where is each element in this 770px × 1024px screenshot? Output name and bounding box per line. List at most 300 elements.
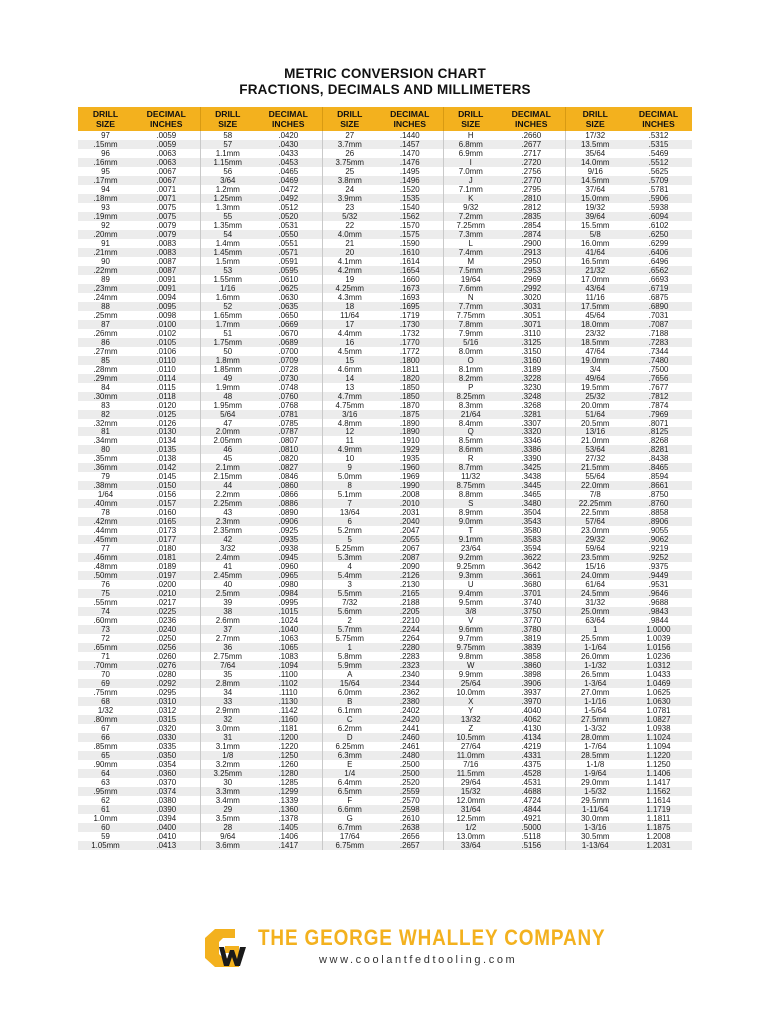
- decimal-inches-cell: .2210: [399, 616, 420, 626]
- drill-size-cell: 2.05mm: [200, 436, 255, 445]
- decimal-inches-cell: .1406: [278, 831, 299, 841]
- decimal-inches-cell: 1.1875: [625, 823, 692, 832]
- drill-size-cell: .26mm: [93, 328, 118, 338]
- decimal-inches-cell: .0087: [133, 266, 200, 275]
- decimal-inches-cell: .0189: [156, 562, 177, 572]
- decimal-inches-cell: .1024: [278, 616, 299, 626]
- decimal-inches-cell: .6250: [625, 230, 692, 239]
- drill-size-cell: 5.25mm: [322, 544, 377, 553]
- drill-size-cell: 7.75mm: [443, 311, 498, 320]
- header-label-line1: DECIMAL: [268, 109, 308, 119]
- drill-size-cell: 7.6mm: [443, 284, 498, 293]
- decimal-inches-cell: .2188: [399, 598, 420, 608]
- decimal-inches-cell: .2660: [521, 131, 542, 140]
- drill-size-cell: 10: [322, 454, 377, 463]
- decimal-inches-cell: .1181: [278, 723, 298, 733]
- decimal-inches-cell: .0906: [255, 517, 322, 526]
- drill-size-cell: 1.65mm: [200, 311, 255, 320]
- header-drill-size: [443, 107, 498, 131]
- decimal-inches-cell: .0091: [133, 284, 200, 293]
- drill-size-cell: 19: [322, 275, 377, 284]
- decimal-inches-cell: .2344: [377, 679, 443, 688]
- drill-size-cell: 11/32: [443, 472, 498, 481]
- website-link[interactable]: www.coolantfedtooling.com: [319, 954, 518, 966]
- table-row: [78, 643, 692, 652]
- table-row: [78, 535, 692, 544]
- decimal-inches-cell: .1440: [399, 131, 420, 140]
- decimal-inches-cell: .0110: [133, 356, 200, 365]
- drill-size-cell: 4.9mm: [322, 445, 377, 454]
- drill-size-cell: 11/64: [322, 311, 377, 320]
- drill-size-cell: 29/32: [565, 535, 625, 544]
- table-row: [78, 607, 692, 616]
- decimal-inches-cell: .3071: [498, 320, 565, 329]
- table-row: [78, 526, 692, 535]
- drill-size-cell: 25.5mm: [565, 634, 625, 643]
- decimal-inches-cell: .7969: [625, 410, 692, 419]
- drill-size-cell: 6.6mm: [322, 805, 377, 814]
- drill-size-cell: 1/4: [322, 769, 377, 778]
- decimal-inches-cell: .1405: [255, 823, 322, 832]
- decimal-inches-cell: .3580: [521, 526, 542, 536]
- decimal-inches-cell: .1065: [255, 643, 322, 652]
- drill-size-cell: .44mm: [93, 526, 118, 536]
- decimal-inches-cell: .2087: [377, 553, 443, 562]
- drill-size-cell: 5.5mm: [322, 589, 377, 598]
- drill-size-cell: 61/64: [565, 580, 625, 589]
- drill-size-cell: 3/4: [565, 365, 625, 374]
- drill-size-cell: 9.1mm: [443, 535, 498, 544]
- drill-size-cell: 16.5mm: [565, 257, 625, 266]
- drill-size-cell: 7.4mm: [443, 248, 498, 257]
- decimal-inches-cell: .2570: [399, 795, 420, 805]
- decimal-inches-cell: .0156: [156, 490, 177, 500]
- drill-size-cell: 7.0mm: [443, 167, 498, 176]
- decimal-inches-cell: .0120: [156, 400, 177, 410]
- decimal-inches-cell: .2854: [521, 220, 542, 230]
- decimal-inches-cell: .4375: [521, 759, 542, 769]
- drill-size-cell: 17/32: [565, 131, 625, 140]
- drill-size-cell: 28.5mm: [565, 751, 625, 760]
- decimal-inches-cell: 1.1719: [625, 805, 692, 814]
- decimal-inches-cell: 1.0312: [625, 661, 692, 670]
- drill-size-cell: 85: [78, 356, 133, 365]
- drill-size-cell: G: [322, 814, 377, 823]
- decimal-inches-cell: .4134: [498, 733, 565, 742]
- drill-size-cell: 4.1mm: [322, 257, 377, 266]
- decimal-inches-cell: .0689: [255, 338, 322, 347]
- table-row: [78, 499, 692, 508]
- decimal-inches-cell: .0965: [255, 571, 322, 580]
- drill-size-cell: 3.3mm: [200, 787, 255, 796]
- decimal-inches-cell: .2264: [399, 634, 420, 644]
- drill-size-cell: 7.1mm: [443, 185, 498, 194]
- decimal-inches-cell: .0330: [133, 733, 200, 742]
- drill-size-cell: 29: [200, 805, 255, 814]
- drill-size-cell: 64: [78, 769, 133, 778]
- drill-size-cell: .42mm: [78, 517, 133, 526]
- header-label-line2: INCHES: [515, 119, 548, 129]
- decimal-inches-cell: .0145: [156, 472, 177, 482]
- decimal-inches-cell: .0938: [278, 544, 299, 554]
- decimal-inches-cell: .0320: [156, 723, 177, 733]
- decimal-inches-cell: .3307: [521, 418, 542, 428]
- drill-size-cell: 74: [78, 607, 133, 616]
- decimal-inches-cell: .8071: [648, 418, 669, 428]
- decimal-inches-cell: .0225: [133, 607, 200, 616]
- drill-size-cell: 95: [101, 166, 110, 176]
- table-row: [78, 805, 692, 814]
- drill-size-cell: 4.25mm: [322, 284, 377, 293]
- table-row: [78, 670, 692, 679]
- header-label-line1: DECIMAL: [638, 109, 679, 119]
- decimal-inches-cell: .0095: [133, 302, 200, 311]
- decimal-inches-cell: .6496: [648, 256, 669, 266]
- decimal-inches-cell: .2441: [399, 723, 420, 733]
- decimal-inches-cell: .0650: [278, 310, 299, 320]
- drill-size-cell: 19.0mm: [565, 356, 625, 365]
- decimal-inches-cell: .3051: [521, 310, 542, 320]
- drill-size-cell: 1: [565, 625, 625, 634]
- drill-size-cell: 1-13/64: [565, 841, 625, 850]
- drill-size-cell: 56: [200, 167, 255, 176]
- header-drill-size: [200, 107, 255, 131]
- drill-size-cell: 60: [78, 823, 133, 832]
- decimal-inches-cell: .8594: [648, 472, 669, 482]
- drill-size-cell: 2.6mm: [200, 616, 255, 625]
- decimal-inches-cell: .0059: [133, 140, 200, 149]
- decimal-inches-cell: .2323: [377, 661, 443, 670]
- decimal-inches-cell: .0276: [133, 661, 200, 670]
- drill-size-cell: 12.0mm: [443, 796, 498, 805]
- decimal-inches-cell: .6406: [625, 248, 692, 257]
- table-row: [78, 697, 692, 706]
- table-row: [78, 796, 692, 805]
- drill-size-cell: 29/64: [443, 778, 498, 787]
- drill-size-cell: 12.5mm: [443, 814, 498, 823]
- drill-size-cell: 28: [200, 823, 255, 832]
- drill-size-cell: 5/8: [565, 230, 625, 239]
- decimal-inches-cell: 1.0630: [625, 697, 692, 706]
- decimal-inches-cell: .0063: [133, 158, 200, 167]
- drill-size-cell: 6.3mm: [322, 751, 377, 760]
- decimal-inches-cell: .2380: [377, 697, 443, 706]
- drill-size-cell: 83: [101, 400, 110, 410]
- decimal-inches-cell: .2031: [399, 508, 420, 518]
- decimal-inches-cell: .8661: [625, 481, 692, 490]
- drill-size-cell: .50mm: [78, 571, 133, 580]
- drill-size-cell: 40: [200, 580, 255, 589]
- drill-size-cell: 9/32: [443, 203, 498, 212]
- drill-size-cell: 17.0mm: [565, 275, 625, 284]
- decimal-inches-cell: .2720: [498, 158, 565, 167]
- drill-size-cell: 13.0mm: [443, 832, 498, 841]
- decimal-inches-cell: 1.0469: [625, 679, 692, 688]
- decimal-inches-cell: .0420: [278, 131, 299, 140]
- decimal-inches-cell: .0138: [156, 454, 177, 464]
- decimal-inches-cell: .3594: [521, 544, 542, 554]
- decimal-inches-cell: .0160: [156, 508, 177, 518]
- drill-size-cell: 22.0mm: [565, 481, 625, 490]
- decimal-inches-cell: 1.0938: [646, 723, 671, 733]
- decimal-inches-cell: .0469: [255, 176, 322, 185]
- drill-size-cell: 41: [200, 562, 255, 571]
- drill-size-cell: 1-3/16: [565, 823, 625, 832]
- drill-size-cell: 2.15mm: [200, 472, 255, 481]
- decimal-inches-cell: .8268: [648, 436, 669, 446]
- drill-size-cell: 17: [322, 320, 377, 329]
- drill-size-cell: 77: [101, 544, 110, 554]
- drill-size-cell: 21/64: [443, 410, 498, 419]
- table-row: [78, 463, 692, 472]
- header-label-line1: DECIMAL: [390, 109, 430, 119]
- table-row: [78, 167, 692, 176]
- drill-size-cell: 9.3mm: [443, 571, 498, 580]
- decimal-inches-cell: .1890: [399, 418, 420, 428]
- decimal-inches-cell: .4062: [498, 715, 565, 724]
- table-row: [78, 814, 692, 823]
- decimal-inches-cell: .1083: [278, 652, 299, 662]
- drill-size-cell: 3.75mm: [322, 158, 377, 167]
- drill-size-cell: 45: [200, 454, 255, 463]
- drill-size-cell: 6: [322, 517, 377, 526]
- drill-size-cell: K: [443, 194, 498, 203]
- drill-size-cell: 90: [101, 256, 110, 266]
- table-row: [78, 427, 692, 436]
- decimal-inches-cell: .2130: [399, 580, 420, 590]
- decimal-inches-cell: .3858: [521, 652, 542, 662]
- drill-size-cell: 88: [78, 302, 133, 311]
- header-label-line1: DRILL: [582, 109, 608, 119]
- drill-size-cell: 2.0mm: [200, 427, 255, 436]
- drill-size-cell: 2: [322, 616, 377, 625]
- drill-size-cell: V: [443, 616, 498, 625]
- drill-size-cell: 8.4mm: [443, 419, 498, 428]
- decimal-inches-cell: .6890: [625, 302, 692, 311]
- drill-size-cell: 2.9mm: [200, 706, 255, 715]
- decimal-inches-cell: .1850: [377, 392, 443, 401]
- drill-size-cell: .40mm: [78, 499, 133, 508]
- drill-size-cell: 15/16: [565, 562, 625, 571]
- drill-size-cell: .24mm: [93, 292, 118, 302]
- decimal-inches-cell: .0098: [156, 310, 177, 320]
- decimal-inches-cell: .3819: [521, 634, 542, 644]
- drill-size-cell: 7.8mm: [443, 320, 498, 329]
- decimal-inches-cell: .2950: [521, 256, 542, 266]
- drill-size-cell: 55/64: [565, 472, 625, 481]
- drill-size-cell: 8.3mm: [443, 401, 498, 410]
- drill-size-cell: 15.0mm: [565, 194, 625, 203]
- drill-size-cell: 84: [101, 382, 110, 392]
- drill-size-cell: 9: [322, 463, 377, 472]
- drill-size-cell: 11.0mm: [443, 751, 498, 760]
- drill-size-cell: 5.0mm: [322, 472, 377, 481]
- table-row: [78, 598, 692, 607]
- table-row: [78, 778, 692, 787]
- decimal-inches-cell: .6719: [625, 284, 692, 293]
- drill-size-cell: .90mm: [93, 759, 118, 769]
- drill-size-cell: 6.0mm: [322, 688, 377, 697]
- drill-size-cell: 68: [78, 697, 133, 706]
- drill-size-cell: 23/32: [565, 329, 625, 338]
- drill-size-cell: 25.0mm: [565, 607, 625, 616]
- drill-size-cell: 1.0mm: [93, 813, 118, 823]
- table-row: [78, 302, 692, 311]
- table-row: [78, 823, 692, 832]
- drill-size-cell: 7: [322, 499, 377, 508]
- decimal-inches-cell: .7874: [648, 400, 669, 410]
- drill-size-cell: 1.75mm: [200, 338, 255, 347]
- table-row: [78, 589, 692, 598]
- drill-size-cell: .46mm: [78, 553, 133, 562]
- drill-size-cell: 82: [78, 410, 133, 419]
- table-row: [78, 275, 692, 284]
- decimal-inches-cell: .0260: [156, 652, 177, 662]
- table-row: [78, 751, 692, 760]
- decimal-inches-cell: .1969: [399, 472, 420, 482]
- decimal-inches-cell: .0730: [255, 374, 322, 383]
- decimal-inches-cell: .7677: [648, 382, 669, 392]
- drill-size-cell: 70: [101, 670, 110, 680]
- drill-size-cell: 5.1mm: [322, 490, 377, 499]
- decimal-inches-cell: .6094: [625, 212, 692, 221]
- table-row: [78, 356, 692, 365]
- drill-size-cell: .19mm: [78, 212, 133, 221]
- decimal-inches-cell: .0610: [278, 274, 299, 284]
- drill-size-cell: 59: [101, 831, 110, 841]
- decimal-inches-cell: .0250: [156, 634, 177, 644]
- decimal-inches-cell: 1.1220: [625, 751, 692, 760]
- decimal-inches-cell: .2244: [377, 625, 443, 634]
- header-drill-size: [322, 107, 377, 131]
- drill-size-cell: 31/64: [443, 805, 498, 814]
- table-row: [78, 311, 692, 320]
- header-label-line2: INCHES: [150, 119, 183, 129]
- decimal-inches-cell: .1094: [255, 661, 322, 670]
- drill-size-cell: 13: [322, 383, 377, 392]
- drill-size-cell: 5.7mm: [322, 625, 377, 634]
- drill-size-cell: 34: [200, 688, 255, 697]
- decimal-inches-cell: .0067: [156, 166, 177, 176]
- decimal-inches-cell: .2812: [521, 202, 542, 212]
- drill-size-cell: 26: [322, 149, 377, 158]
- drill-size-cell: .23mm: [78, 284, 133, 293]
- decimal-inches-cell: .2598: [377, 805, 443, 814]
- drill-size-cell: 1.5mm: [200, 257, 255, 266]
- decimal-inches-cell: .0200: [156, 580, 177, 590]
- table-row: [78, 419, 692, 428]
- drill-size-cell: 72: [101, 634, 110, 644]
- drill-size-cell: 4.0mm: [322, 230, 377, 239]
- decimal-inches-cell: 1.1562: [625, 787, 692, 796]
- decimal-inches-cell: .3860: [498, 661, 565, 670]
- drill-size-cell: 27/64: [443, 742, 498, 751]
- drill-size-cell: 1/32: [97, 706, 114, 715]
- table-row: [78, 293, 692, 302]
- drill-size-cell: 11.5mm: [443, 769, 498, 778]
- decimal-inches-cell: 1.1024: [625, 733, 692, 742]
- table-row: [78, 841, 692, 850]
- drill-size-cell: .80mm: [78, 715, 133, 724]
- drill-size-cell: 76: [101, 580, 110, 590]
- drill-size-cell: 75: [78, 589, 133, 598]
- header-label-line2: INCHES: [642, 119, 675, 129]
- drill-size-cell: 8.7mm: [443, 463, 498, 472]
- drill-size-cell: 3: [322, 580, 377, 589]
- drill-size-cell: .27mm: [93, 346, 118, 356]
- table-row: [78, 733, 692, 742]
- drill-size-cell: 21.0mm: [565, 436, 625, 445]
- drill-size-cell: .60mm: [93, 616, 118, 626]
- decimal-inches-cell: .1142: [278, 706, 298, 715]
- decimal-inches-cell: .9252: [625, 553, 692, 562]
- drill-size-cell: 1.4mm: [200, 239, 255, 248]
- drill-size-cell: 39/64: [565, 212, 625, 221]
- drill-size-cell: 5/64: [200, 410, 255, 419]
- drill-size-cell: 62: [101, 795, 110, 805]
- decimal-inches-cell: 1.1614: [646, 795, 671, 805]
- decimal-inches-cell: .4688: [498, 787, 565, 796]
- drill-size-cell: 9.8mm: [443, 652, 498, 661]
- decimal-inches-cell: .0846: [278, 472, 299, 482]
- drill-size-cell: 5.3mm: [322, 553, 377, 562]
- table-row: [78, 742, 692, 751]
- drill-size-cell: 61: [78, 805, 133, 814]
- table-row: [78, 284, 692, 293]
- decimal-inches-cell: 1.0433: [646, 670, 671, 680]
- decimal-inches-cell: .2126: [377, 571, 443, 580]
- decimal-inches-cell: .9375: [648, 562, 669, 572]
- drill-size-cell: 30.0mm: [565, 814, 625, 823]
- decimal-inches-cell: .2559: [377, 787, 443, 796]
- decimal-inches-cell: .0094: [156, 292, 177, 302]
- drill-size-cell: 4.7mm: [322, 392, 377, 401]
- drill-size-cell: .45mm: [78, 535, 133, 544]
- decimal-inches-cell: .4844: [498, 805, 565, 814]
- decimal-inches-cell: .1811: [400, 364, 420, 374]
- drill-size-cell: U: [443, 580, 498, 589]
- drill-size-cell: 19/64: [443, 275, 498, 284]
- decimal-inches-cell: .0748: [278, 382, 299, 392]
- drill-size-cell: 23/64: [443, 544, 498, 553]
- drill-size-cell: 1-9/64: [565, 769, 625, 778]
- decimal-inches-cell: .3160: [498, 356, 565, 365]
- decimal-inches-cell: .2010: [377, 499, 443, 508]
- decimal-inches-cell: .0310: [133, 697, 200, 706]
- drill-size-cell: 1.35mm: [200, 221, 255, 230]
- drill-size-cell: 1.15mm: [200, 158, 255, 167]
- decimal-inches-cell: .7344: [648, 346, 669, 356]
- drill-size-cell: 14.0mm: [565, 158, 625, 167]
- drill-size-cell: B: [322, 697, 377, 706]
- decimal-inches-cell: .0984: [255, 589, 322, 598]
- decimal-inches-cell: .1730: [377, 320, 443, 329]
- decimal-inches-cell: .2656: [399, 831, 420, 841]
- drill-size-cell: 3/16: [322, 410, 377, 419]
- decimal-inches-cell: .4531: [521, 777, 542, 787]
- table-row: [78, 625, 692, 634]
- decimal-inches-cell: .0105: [133, 338, 200, 347]
- decimal-inches-cell: .7087: [625, 320, 692, 329]
- decimal-inches-cell: .2835: [498, 212, 565, 221]
- drill-size-cell: 6.9mm: [443, 149, 498, 158]
- table-row: [78, 715, 692, 724]
- drill-size-cell: F: [322, 796, 377, 805]
- decimal-inches-cell: .1476: [377, 158, 443, 167]
- drill-size-cell: 8.5mm: [443, 436, 498, 445]
- drill-size-cell: .17mm: [78, 176, 133, 185]
- drill-size-cell: 7.5mm: [443, 266, 498, 275]
